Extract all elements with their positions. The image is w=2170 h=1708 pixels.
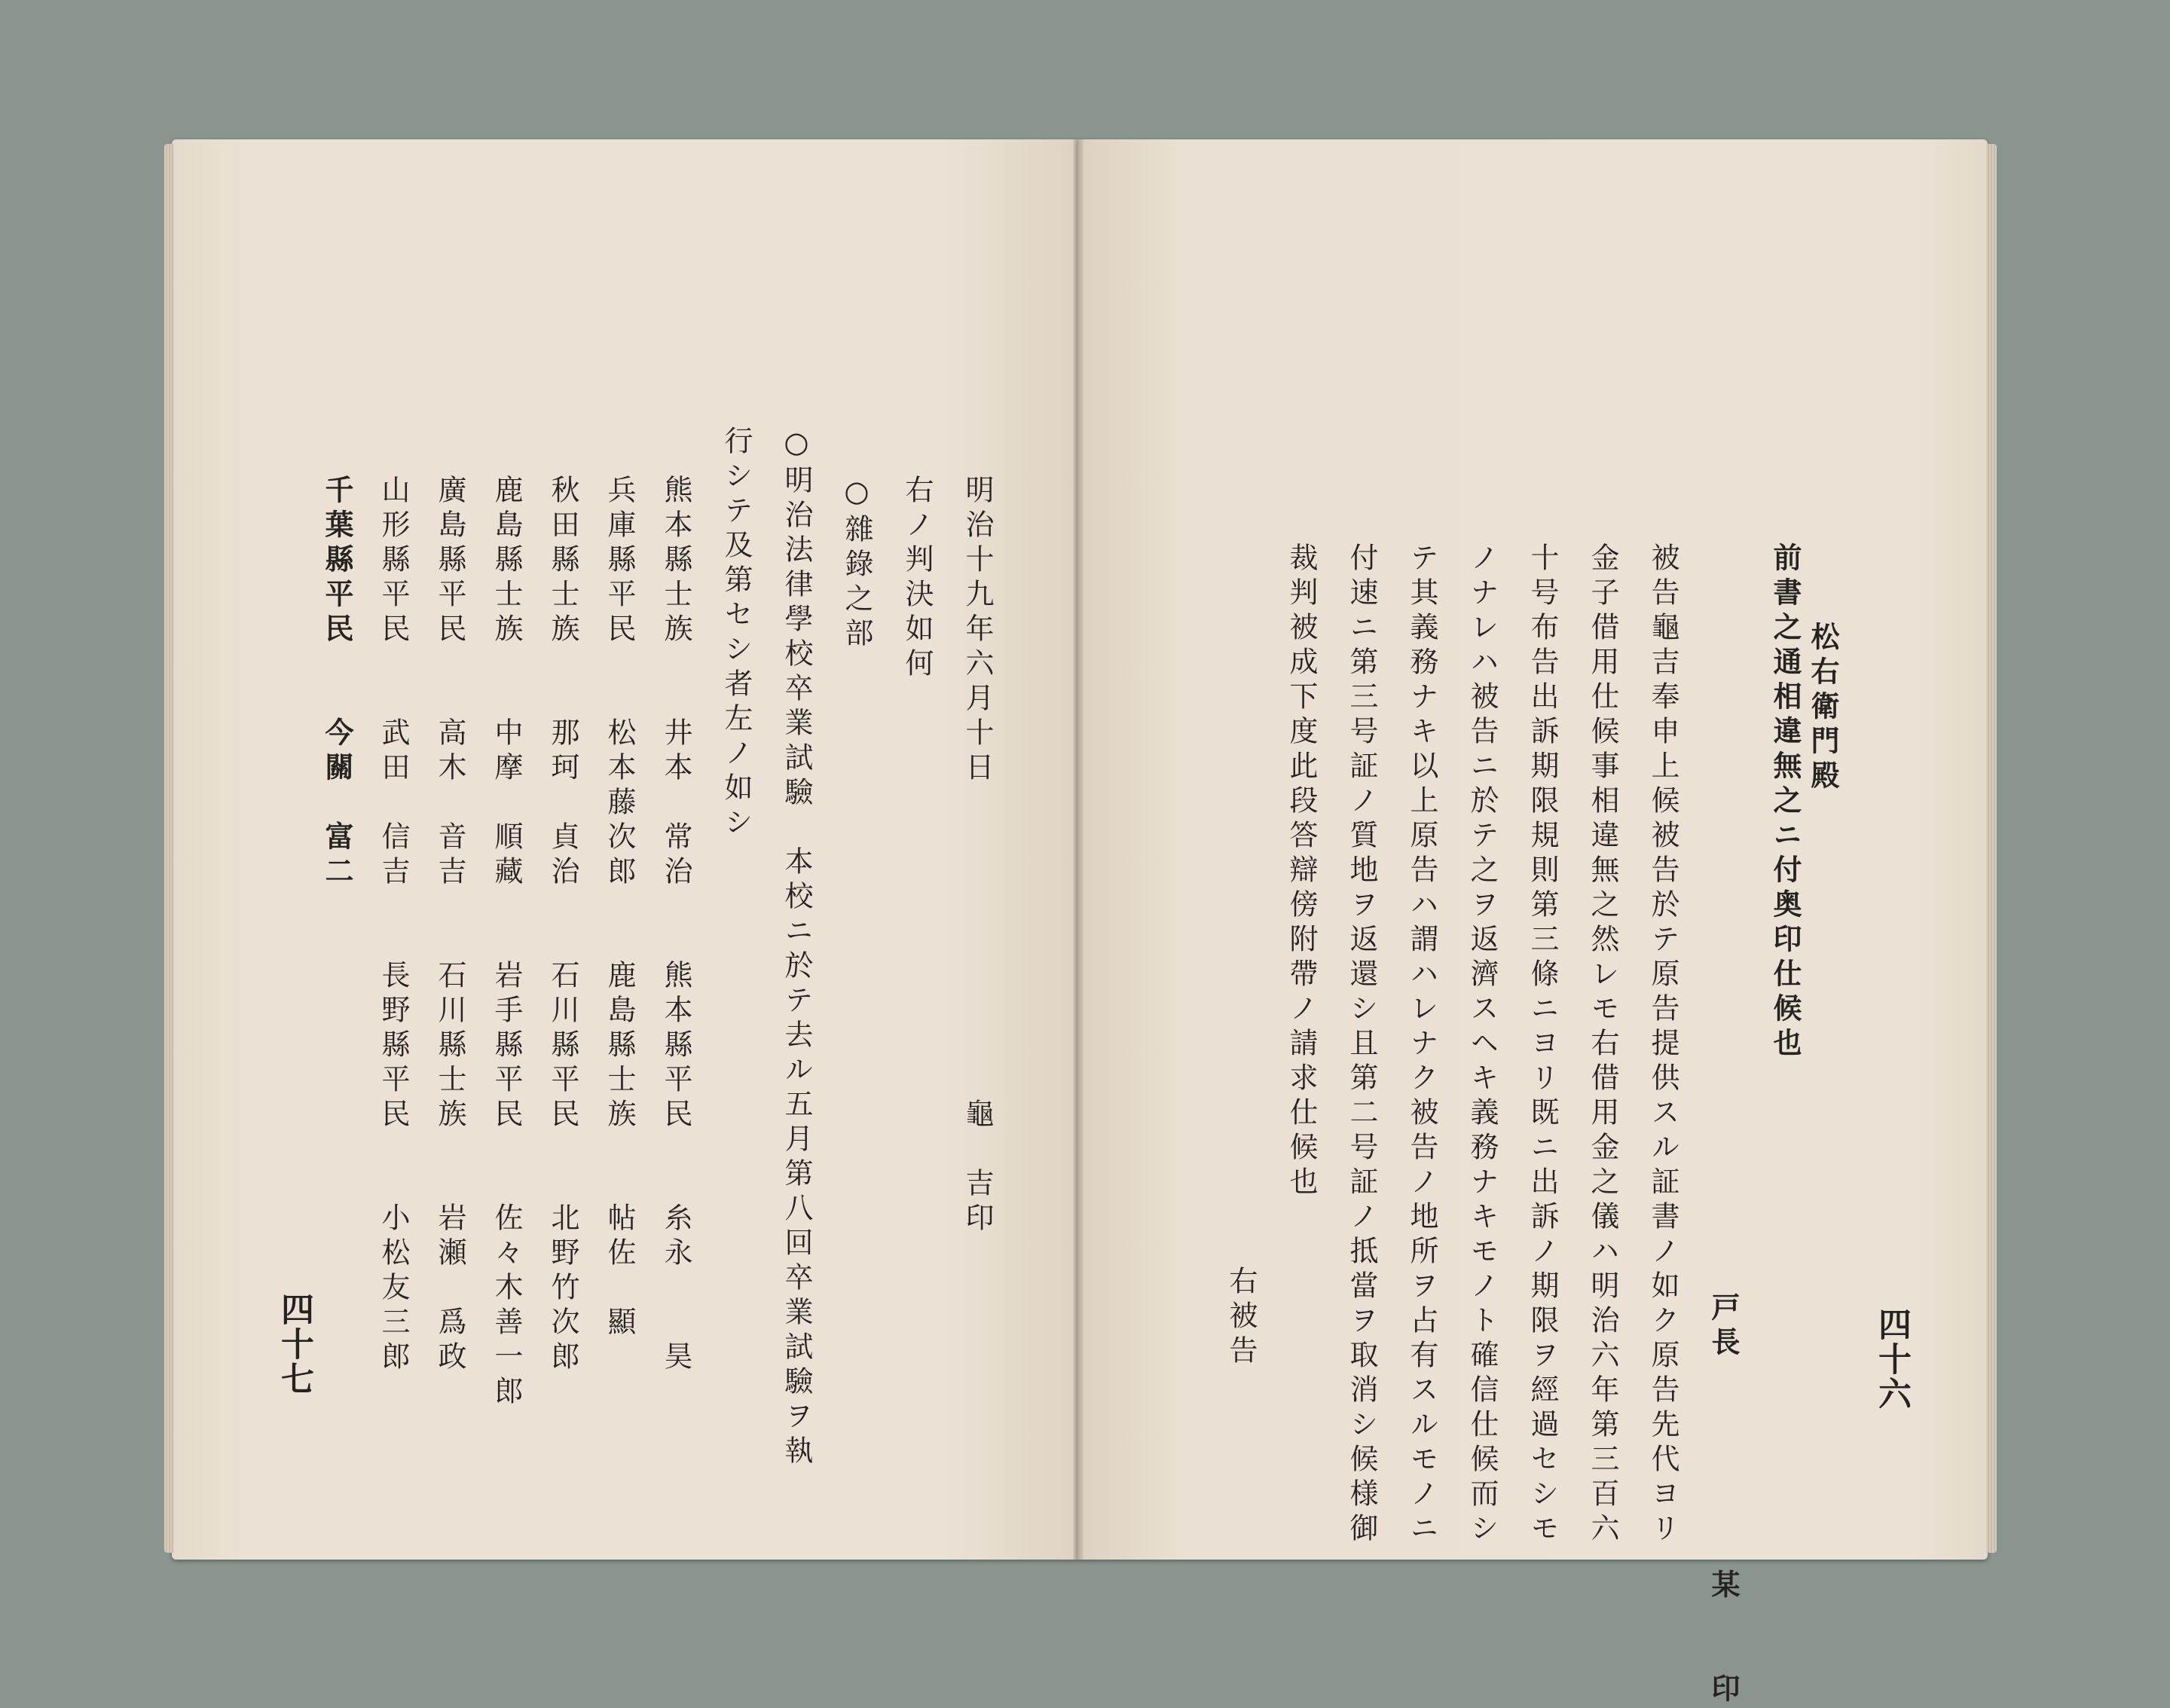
- text-line: 秋田縣士族 那珂 貞治 石川縣平民 北野竹次郎: [546, 475, 579, 1376]
- text-line: 行シテ及第セシ者左ノ如シ: [720, 426, 753, 842]
- right-page-edge: [1986, 144, 1997, 1553]
- text-line: 金子借用仕候事相違無之然レモ右借用金之儀ハ明治六年第三百六: [1586, 542, 1619, 1548]
- open-book: [172, 139, 1988, 1708]
- text-line: 被告龜吉奉申上候被告於テ原告提供スル証書ノ如ク原告先代ヨリ: [1646, 542, 1679, 1548]
- text-line: 右被告: [1224, 1266, 1258, 1370]
- addressee: 松右衛門殿: [1806, 622, 1840, 795]
- text-line: 明治十九年六月十日 龜 吉印: [961, 475, 994, 1237]
- text-line: 前書之通相違無之ニ付奥印仕候也: [1768, 542, 1802, 1062]
- text-line: 鹿島縣士族 中摩 順藏 岩手縣平民 佐々木善一郎: [490, 475, 523, 1410]
- book-gutter: [1073, 139, 1083, 1560]
- text-line: 裁判被成下度此段答辯傍附帶ノ請求仕候也: [1285, 542, 1318, 1201]
- text-line: 十号布告出訴期限規則第三條ニヨリ既ニ出訴ノ期限ヲ經過セシモ: [1526, 542, 1559, 1548]
- page-number-right: 四十六: [1872, 1307, 1911, 1411]
- text-line: 右ノ判決如何: [900, 475, 934, 683]
- text-line: 兵庫縣平民 松本藤次郎 鹿島縣士族 帖佐 顯: [603, 475, 636, 1341]
- text-line: ノナレハ被告ニ於テ之ヲ返濟スヘキ義務ナキモノト確信仕候而シ: [1466, 542, 1499, 1548]
- text-line: ○雜錄之部: [840, 475, 873, 652]
- text-line: 廣島縣平民 高木 音吉 石川縣士族 岩瀬 爲政: [433, 475, 466, 1376]
- text-line: 熊本縣士族 井本 常治 熊本縣平民 糸永 昊: [659, 475, 692, 1376]
- page-number-left: 四十七: [275, 1292, 313, 1396]
- text-line: ○明治法律學校卒業試驗 本校ニ於テ去ル五月第八回卒業試驗ヲ執: [780, 426, 813, 1470]
- text-line: 付速ニ第三号証ノ質地ヲ返還シ且第二号証ノ抵當ヲ取消シ候様御: [1345, 542, 1378, 1548]
- text-line: 山形縣平民 武田 信吉 長野縣平民 小松友三郎: [377, 475, 410, 1376]
- left-page-edge: [164, 144, 173, 1553]
- text-line: テ其義務ナキ以上原告ハ謂ハレナク被告ノ地所ヲ占有スルモノニ: [1405, 542, 1438, 1548]
- text-line: 千葉縣平民 今關 富二: [320, 475, 354, 891]
- text-line: 戸長 某 印: [1707, 1292, 1741, 1708]
